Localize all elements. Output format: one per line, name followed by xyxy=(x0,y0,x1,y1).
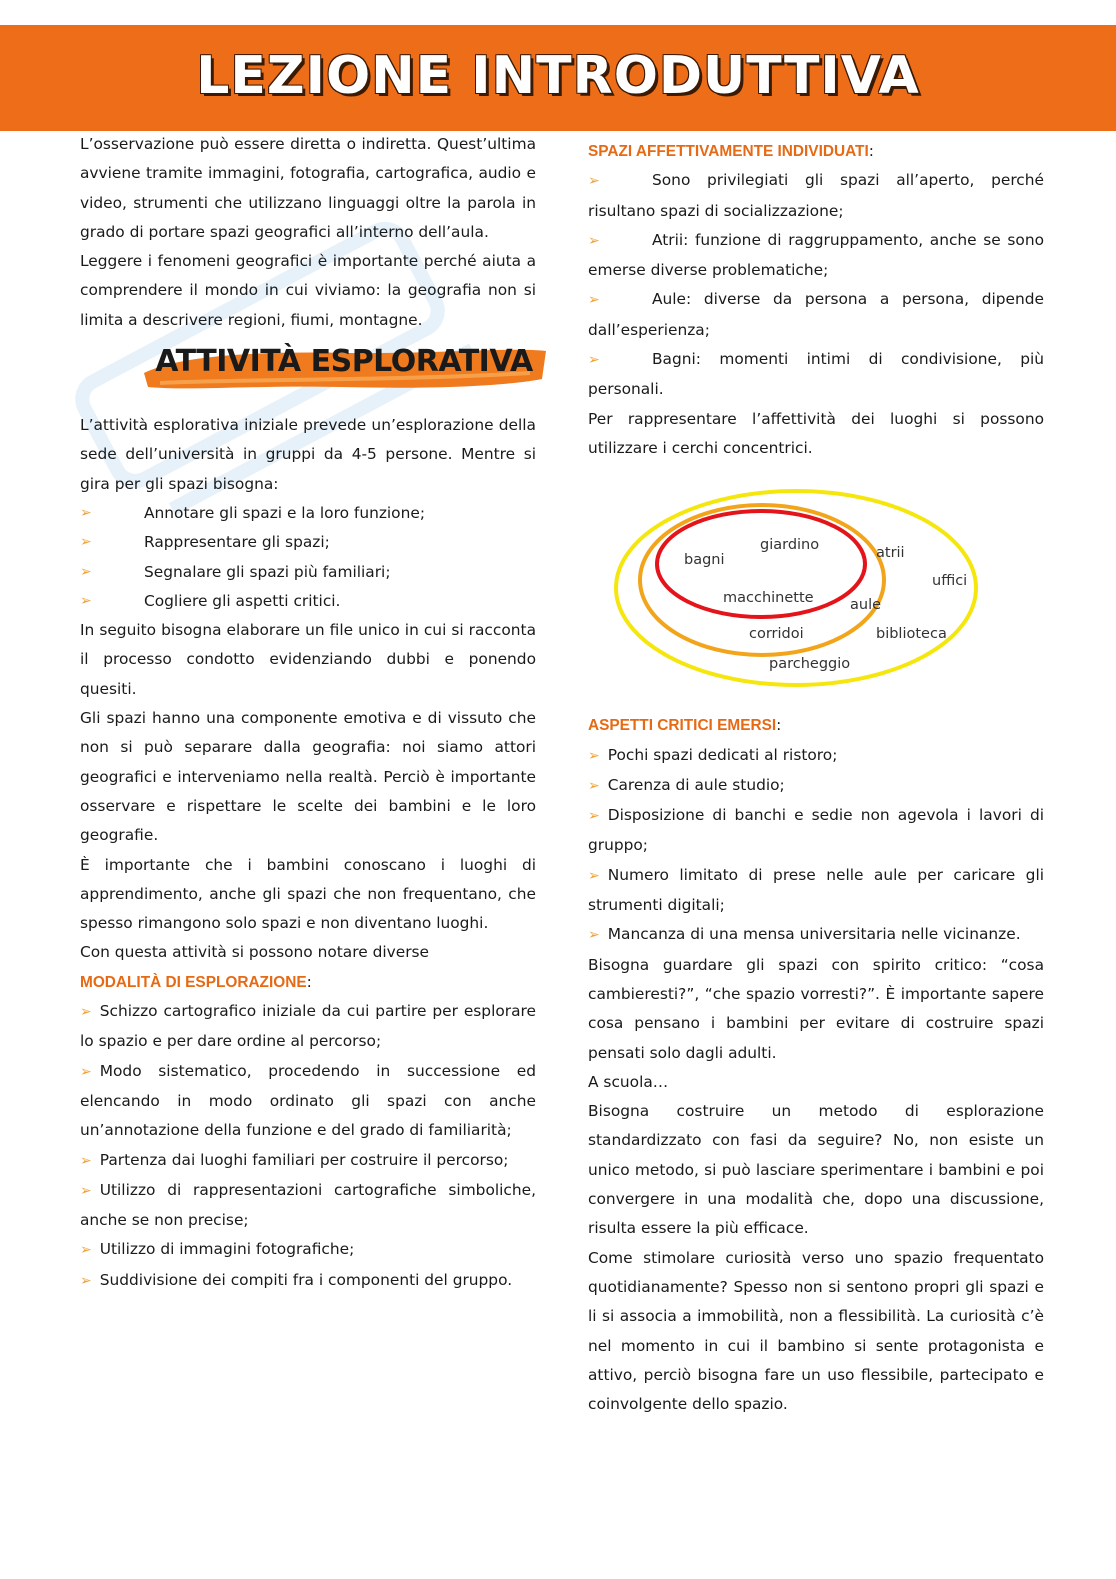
critical-heading-line: ASPETTI CRITICI EMERSI: xyxy=(588,716,782,735)
label-uffici: uffici xyxy=(932,573,968,590)
list-item: ➢ Carenza di aule studio; xyxy=(588,775,785,794)
left-column xyxy=(80,130,536,1296)
intro-paragraph-2: Leggere i fenomeni geografici è importante perché aiuta a comprendere il mondo in cui viviamo: la geografia non si limita a descrivere regioni, fiumi, montagne. xyxy=(80,252,536,329)
concentric-circles-svg xyxy=(588,471,1044,711)
arrow-bullet-icon: ➢ xyxy=(80,563,92,580)
label-biblioteca: biblioteca xyxy=(876,626,947,643)
arrow-bullet-icon: ➢ xyxy=(588,232,600,249)
spaces-list xyxy=(588,166,1044,404)
list-item: ➢ Utilizzo di rappresentazioni cartografiche simboliche, anche se non precise; xyxy=(80,1180,536,1230)
explore-list xyxy=(80,499,536,616)
list-item: ➢ Numero limitato di prese nelle aule per caricare gli strumenti digitali; xyxy=(588,865,1044,915)
arrow-bullet-icon: ➢ xyxy=(588,808,600,825)
arrow-bullet-icon: ➢ xyxy=(80,1004,92,1021)
list-item: ➢ Segnalare gli spazi più familiari; xyxy=(80,558,536,587)
label-macchinette: macchinette xyxy=(723,590,814,607)
arrow-bullet-icon: ➢ xyxy=(588,777,600,794)
list-item: ➢ Atrii: funzione di raggruppamento, anche se sono emerse diverse problematiche; xyxy=(588,226,1044,286)
list-item: ➢ Bagni: momenti intimi di condivisione, più personali. xyxy=(588,345,1044,405)
arrow-bullet-icon: ➢ xyxy=(588,352,600,369)
list-item: ➢ Sono privilegiati gli spazi all’aperto, perché risultano spazi di socializzazione; xyxy=(588,166,1044,226)
critical-heading: ASPETTI CRITICI EMERSI xyxy=(588,717,777,735)
list-item: ➢ Disposizione di banchi e sedie non agevola i lavori di gruppo; xyxy=(588,806,1044,855)
paragraph-curiosity: Come stimolare curiosità verso uno spazio frequentato quotidianamente? Spesso non si sentono propri gli spazi e li si associa a immobilità, non a flessibilità. La curiosità c’è nel momento in cui il bambino si sente protagonista e attivo, perciò bisogna fare un uso flessibile, partecipato e coinvolgente dello spazio. xyxy=(588,1248,1044,1414)
spaces-paragraph: Per rappresentare l’affettività dei luoghi si possono utilizzare i cerchi concentrici. xyxy=(588,409,1044,457)
explore-paragraph-5: Con questa attività si possono notare diverse xyxy=(80,943,430,962)
label-bagni: bagni xyxy=(684,552,725,569)
arrow-bullet-icon: ➢ xyxy=(80,504,92,521)
arrow-bullet-icon: ➢ xyxy=(80,592,92,609)
spaces-heading: SPAZI AFFETTIVAMENTE INDIVIDUATI xyxy=(588,143,869,160)
section-heading xyxy=(80,339,536,399)
right-column xyxy=(588,137,1044,1419)
arrow-bullet-icon: ➢ xyxy=(80,1182,92,1199)
list-item: ➢ Modo sistematico, procedendo in successione ed elencando in modo ordinato gli spazi con anche un’annotazione della funzione e del grado di familiarità; xyxy=(80,1061,536,1140)
list-item: ➢ Cogliere gli aspetti critici. xyxy=(80,587,536,616)
modes-heading-line: MODALITÀ DI ESPLORAZIONE: xyxy=(80,972,312,991)
paragraph-critical-spirit: Bisogna guardare gli spazi con spirito critico: “cosa cambieresti?”, “che spazio vorresti?”. È importante sapere cosa pensano i bambini per evitare di costruire spazi pensati solo dagli adulti. xyxy=(588,955,1044,1062)
arrow-bullet-icon: ➢ xyxy=(588,867,600,884)
list-item: ➢ Rappresentare gli spazi; xyxy=(80,528,536,557)
arrow-bullet-icon: ➢ xyxy=(588,747,600,764)
arrow-bullet-icon: ➢ xyxy=(80,1272,92,1289)
list-item: ➢ Utilizzo di immagini fotografiche; xyxy=(80,1240,355,1259)
label-atrii: atrii xyxy=(876,545,905,562)
modes-heading: MODALITÀ DI ESPLORAZIONE xyxy=(80,973,307,991)
list-item: ➢ Schizzo cartografico iniziale da cui partire per esplorare lo spazio e per dare ordine al percorso; xyxy=(80,1002,536,1051)
arrow-bullet-icon: ➢ xyxy=(80,534,92,551)
paragraph-method: Bisogna costruire un metodo di esplorazione standardizzato con fasi da seguire? No, non esiste un unico metodo, si può lasciare sperimentare i bambini e poi convergere in una modalità che, dopo una discussione, risulta essere la più efficace. xyxy=(588,1102,1044,1238)
spaces-heading-line: SPAZI AFFETTIVAMENTE INDIVIDUATI: xyxy=(588,142,874,160)
list-item: ➢ Aule: diverse da persona a persona, dipende dall’esperienza; xyxy=(588,285,1044,345)
arrow-bullet-icon: ➢ xyxy=(588,927,600,944)
explore-paragraph-4: È importante che i bambini conoscano i luoghi di apprendimento, anche gli spazi che non frequentano, che spesso rimangono solo spazi e non diventano luoghi. xyxy=(80,855,536,933)
explore-paragraph-2: In seguito bisogna elaborare un file unico in cui si racconta il processo condotto evidenziando dubbi e ponendo quesiti. xyxy=(80,621,536,698)
list-item: ➢ Pochi spazi dedicati al ristoro; xyxy=(588,745,838,764)
arrow-bullet-icon: ➢ xyxy=(80,1063,92,1080)
critical-list xyxy=(588,741,1044,951)
arrow-bullet-icon: ➢ xyxy=(80,1242,92,1259)
arrow-bullet-icon: ➢ xyxy=(588,173,600,190)
section-title: ATTIVITÀ ESPLORATIVA xyxy=(155,344,533,380)
intro-paragraph-1: L’osservazione può essere diretta o indiretta. Quest’ultima avviene tramite immagini, fotografia, cartografica, audio e video, strumenti che utilizzano linguaggi oltre la parola in grado di portare spazi geografici all’interno dell’aula. xyxy=(80,135,536,241)
arrow-bullet-icon: ➢ xyxy=(588,292,600,309)
paragraph-a-scuola: A scuola… xyxy=(588,1072,669,1091)
list-item: ➢ Partenza dai luoghi familiari per costruire il percorso; xyxy=(80,1150,509,1169)
page-title: LEZIONE INTRODUTTIVA xyxy=(196,46,920,106)
modes-list xyxy=(80,997,536,1296)
list-item: ➢ Annotare gli spazi e la loro funzione; xyxy=(80,499,536,528)
label-giardino: giardino xyxy=(760,537,820,554)
explore-paragraph-3: Gli spazi hanno una componente emotiva e di vissuto che non si può separare dalla geografia: noi siamo attori geografici e interveniamo nella realtà. Perciò è importante osservare e rispettare le scelte dei bambini e le loro geografie. xyxy=(80,709,536,845)
label-corridoi: corridoi xyxy=(749,626,804,643)
concentric-circles-diagram xyxy=(588,471,1044,711)
explore-paragraph-1: L’attività esplorativa iniziale prevede un’esplorazione della sede dell’università in gruppi da 4-5 persone. Mentre si gira per gli spazi bisogna: xyxy=(80,416,536,493)
list-item: ➢ Suddivisione dei compiti fra i componenti del gruppo. xyxy=(80,1270,513,1289)
label-parcheggio: parcheggio xyxy=(769,656,851,673)
label-aule: aule xyxy=(850,597,882,614)
list-item: ➢ Mancanza di una mensa universitaria nelle vicinanze. xyxy=(588,925,1021,944)
arrow-bullet-icon: ➢ xyxy=(80,1152,92,1169)
